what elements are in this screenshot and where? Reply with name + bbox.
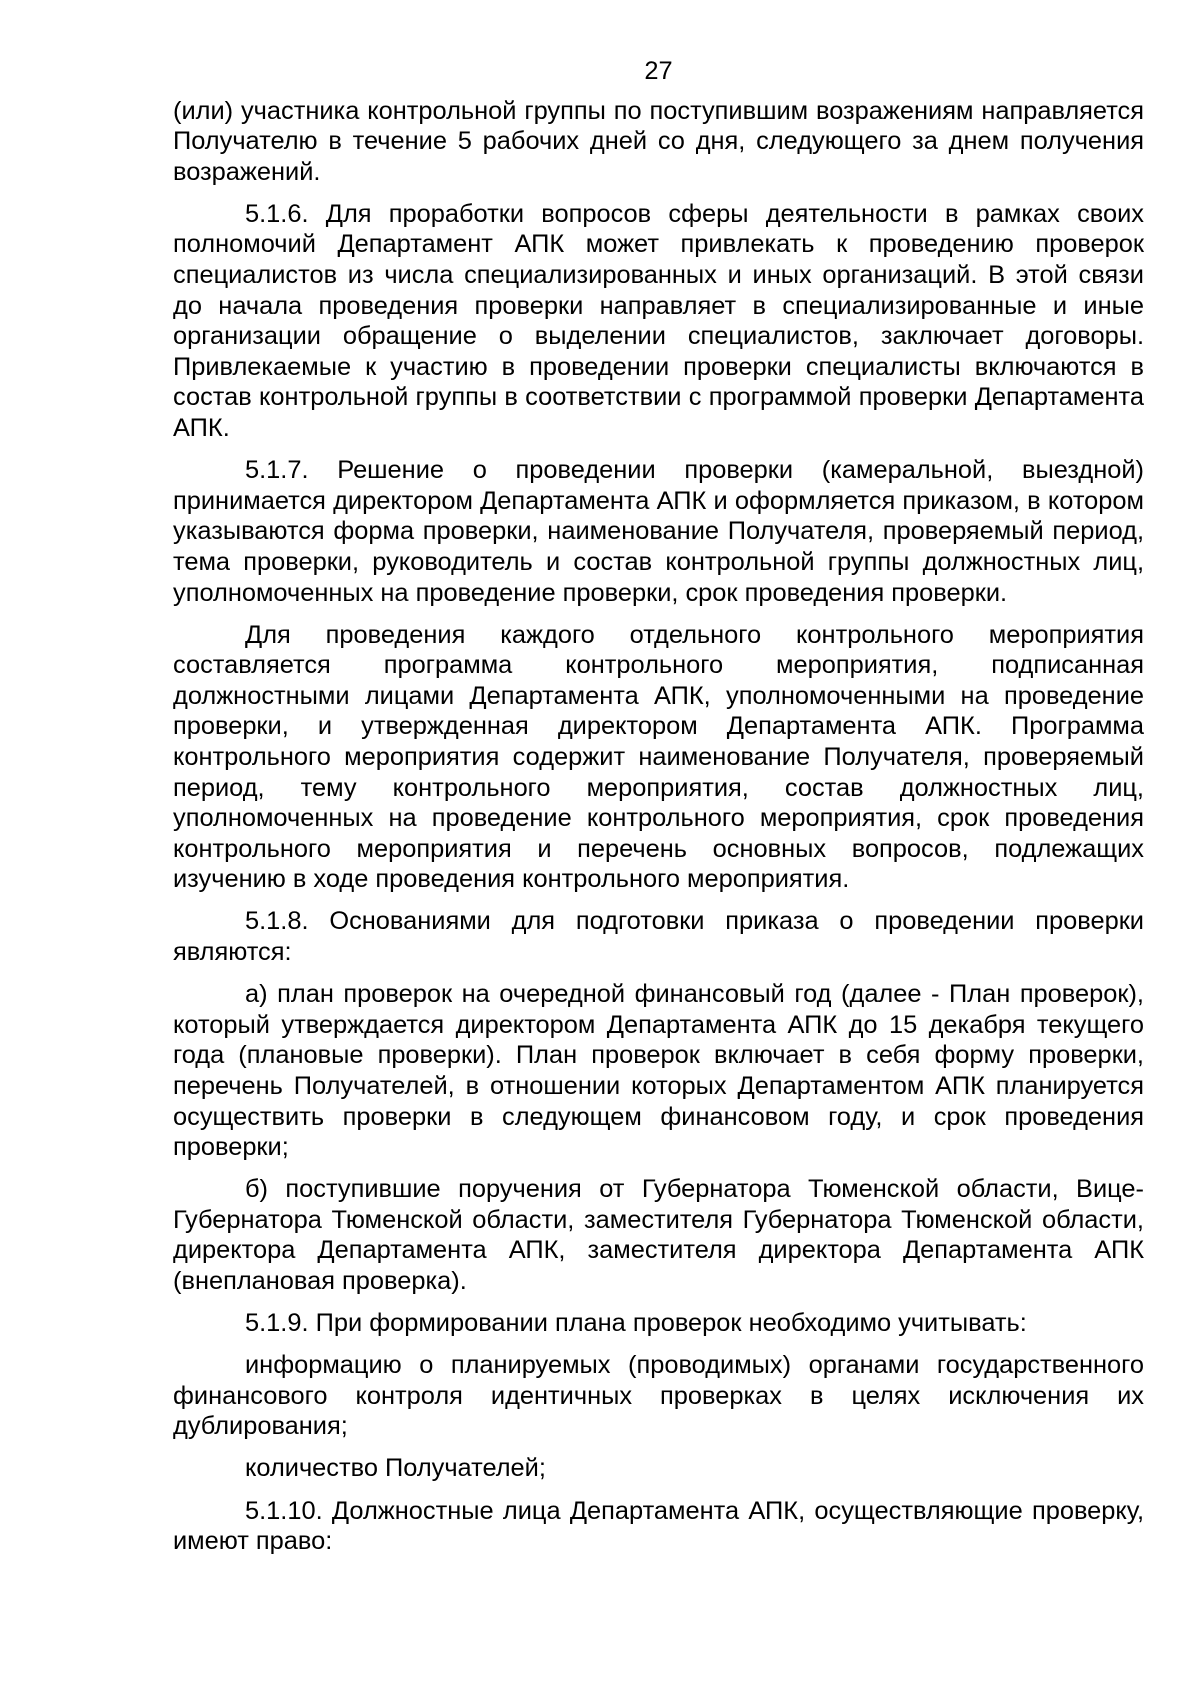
- paragraph-5-1-10: 5.1.10. Должностные лица Департамента АПК, осуществляющие проверку, имеют право:: [173, 1496, 1144, 1556]
- paragraph-count: количество Получателей;: [245, 1454, 546, 1483]
- paragraph-1: (или) участника контрольной группы по поступившим возражениям направляется Получателю в течение 5 рабочих дней со дня, следующего за днем получения возражений.: [173, 96, 1144, 186]
- paragraph-5-1-7: 5.1.7. Решение о проведении проверки (камеральной, выездной) принимается директором Департамента АПК и оформляется приказом, в котором указываются форма проверки, наименование Получателя, проверяемый период, тема проверки, руководитель и состав контрольной группы должностных лиц, уполномоченных на проведение проверки, срок проведения проверки.: [173, 456, 1144, 607]
- paragraph-5-1-6: 5.1.6. Для проработки вопросов сферы деятельности в рамках своих полномочий Департамент АПК может привлекать к проведению проверок специалистов из числа специализированных и иных организаций. В этой связи до начала проведения проверки направляет в специализированные и иные организации обращение о выделении специалистов, заключает договоры. Привлекаемые к участию в проведении проверки специалисты включаются в состав контрольной группы в соответствии с программой проверки Департамента АПК.: [173, 199, 1144, 443]
- paragraph-program: Для проведения каждого отдельного контрольного мероприятия составляется программа контрольного мероприятия, подписанная должностными лицами Департамента АПК, уполномоченными на проведение проверки, и утвержденная директором Департамента АПК. Программа контрольного мероприятия содержит наименование Получателя, проверяемый период, тему контрольного мероприятия, состав должностных лиц, уполномоченных на проведение контрольного мероприятия, срок проведения контрольного мероприятия и перечень основных вопросов, подлежащих изучению в ходе проведения контрольного мероприятия.: [173, 620, 1144, 894]
- paragraph-5-1-8: 5.1.8. Основаниями для подготовки приказа о проведении проверки являются:: [173, 907, 1144, 967]
- paragraph-5-1-9: 5.1.9. При формировании плана проверок необходимо учитывать:: [245, 1309, 1027, 1338]
- document-page: [173, 56, 1144, 1568]
- paragraph-item-b: б) поступившие поручения от Губернатора Тюменской области, Вице-Губернатора Тюменской области, заместителя Губернатора Тюменской области, директора Департамента АПК, заместителя директора Департамента АПК (внеплановая проверка).: [173, 1175, 1144, 1295]
- paragraph-info: информацию о планируемых (проводимых) органами государственного финансового контроля идентичных проверках в целях исключения их дублирования;: [173, 1351, 1144, 1441]
- page-number: 27: [644, 57, 673, 85]
- paragraph-item-a: а) план проверок на очередной финансовый год (далее - План проверок), который утверждается директором Департамента АПК до 15 декабря текущего года (плановые проверки). План проверок включает в себя форму проверки, перечень Получателей, в отношении которых Департаментом АПК планируется осуществить проверки в следующем финансовом году, и срок проведения проверки;: [173, 980, 1144, 1162]
